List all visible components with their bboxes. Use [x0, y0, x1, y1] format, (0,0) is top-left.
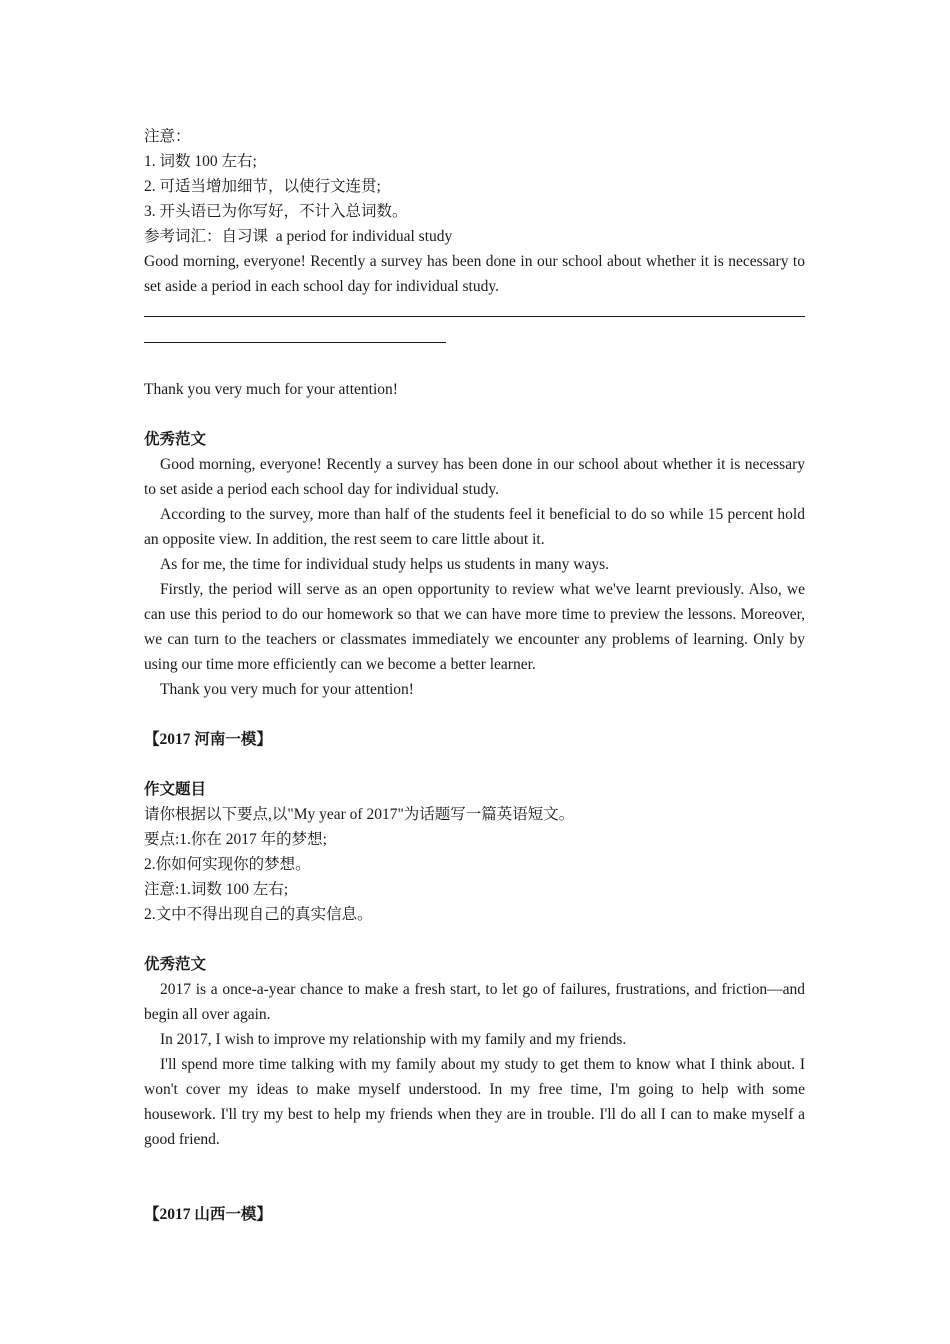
sample-paragraph: Firstly, the period will serve as an open opportunity to review what we've learnt previously. Also, we can use this period to do our homework so that we can have more time to preview the lessons. Moreover, we can turn to the teachers or classmates immediately we encounter any problems of learning. Only by using our time more efficiently can we become a better learner. — [144, 581, 805, 673]
section-title: 【2017 山西一模】 — [144, 1206, 272, 1223]
section-title: 【2017 河南一模】 — [144, 731, 272, 748]
sample-paragraph: Good morning, everyone! Recently a survey has been done in our school about whether it is necessary to set aside a period each school day for individual study. — [144, 456, 805, 498]
notes-heading: 注意： — [144, 128, 191, 145]
task-line: 2.文中不得出现自己的真实信息。 — [144, 906, 373, 923]
sample-heading: 优秀范文 — [144, 431, 207, 448]
document-page — [144, 124, 805, 1227]
sample-paragraph: Thank you very much for your attention! — [160, 681, 414, 698]
sample-paragraph: According to the survey, more than half of the students feel it beneficial to do so while 15 percent hold an opposite view. In addition, the rest seem to care little about it. — [144, 506, 805, 548]
closing-line: Thank you very much for your attention! — [144, 381, 398, 398]
task-line: 要点:1.你在 2017 年的梦想; — [144, 831, 327, 848]
task-heading: 作文题目 — [144, 781, 207, 798]
task-line: 2.你如何实现你的梦想。 — [144, 856, 311, 873]
answer-line — [144, 316, 805, 317]
task-line: 请你根据以下要点,以"My year of 2017"为话题写一篇英语短文。 — [144, 806, 575, 823]
sample-paragraph: In 2017, I wish to improve my relationship with my family and my friends. — [160, 1031, 627, 1048]
note-item: 3. 开头语已为你写好，不计入总词数。 — [144, 203, 408, 220]
vocab-line: 参考词汇：自习课 a period for individual study — [144, 228, 453, 245]
task-line: 注意:1.词数 100 左右; — [144, 881, 289, 898]
sample-paragraph: I'll spend more time talking with my family about my study to get them to know what I think about. I won't cover my ideas to make myself understood. In my free time, I'm going to help with some housework. I'll try my best to help my friends when they are in trouble. I'll do all I can to make myself a good friend. — [144, 1056, 805, 1148]
note-item: 1. 词数 100 左右; — [144, 153, 257, 170]
opening-paragraph: Good morning, everyone! Recently a survey has been done in our school about whether it is necessary to set aside a period in each school day for individual study. — [144, 253, 805, 295]
sample-paragraph: 2017 is a once-a-year chance to make a fresh start, to let go of failures, frustrations, and friction—and begin all over again. — [144, 981, 805, 1023]
note-item: 2. 可适当增加细节，以使行文连贯; — [144, 178, 381, 195]
sample-paragraph: As for me, the time for individual study helps us students in many ways. — [160, 556, 610, 573]
sample-heading: 优秀范文 — [144, 956, 207, 973]
